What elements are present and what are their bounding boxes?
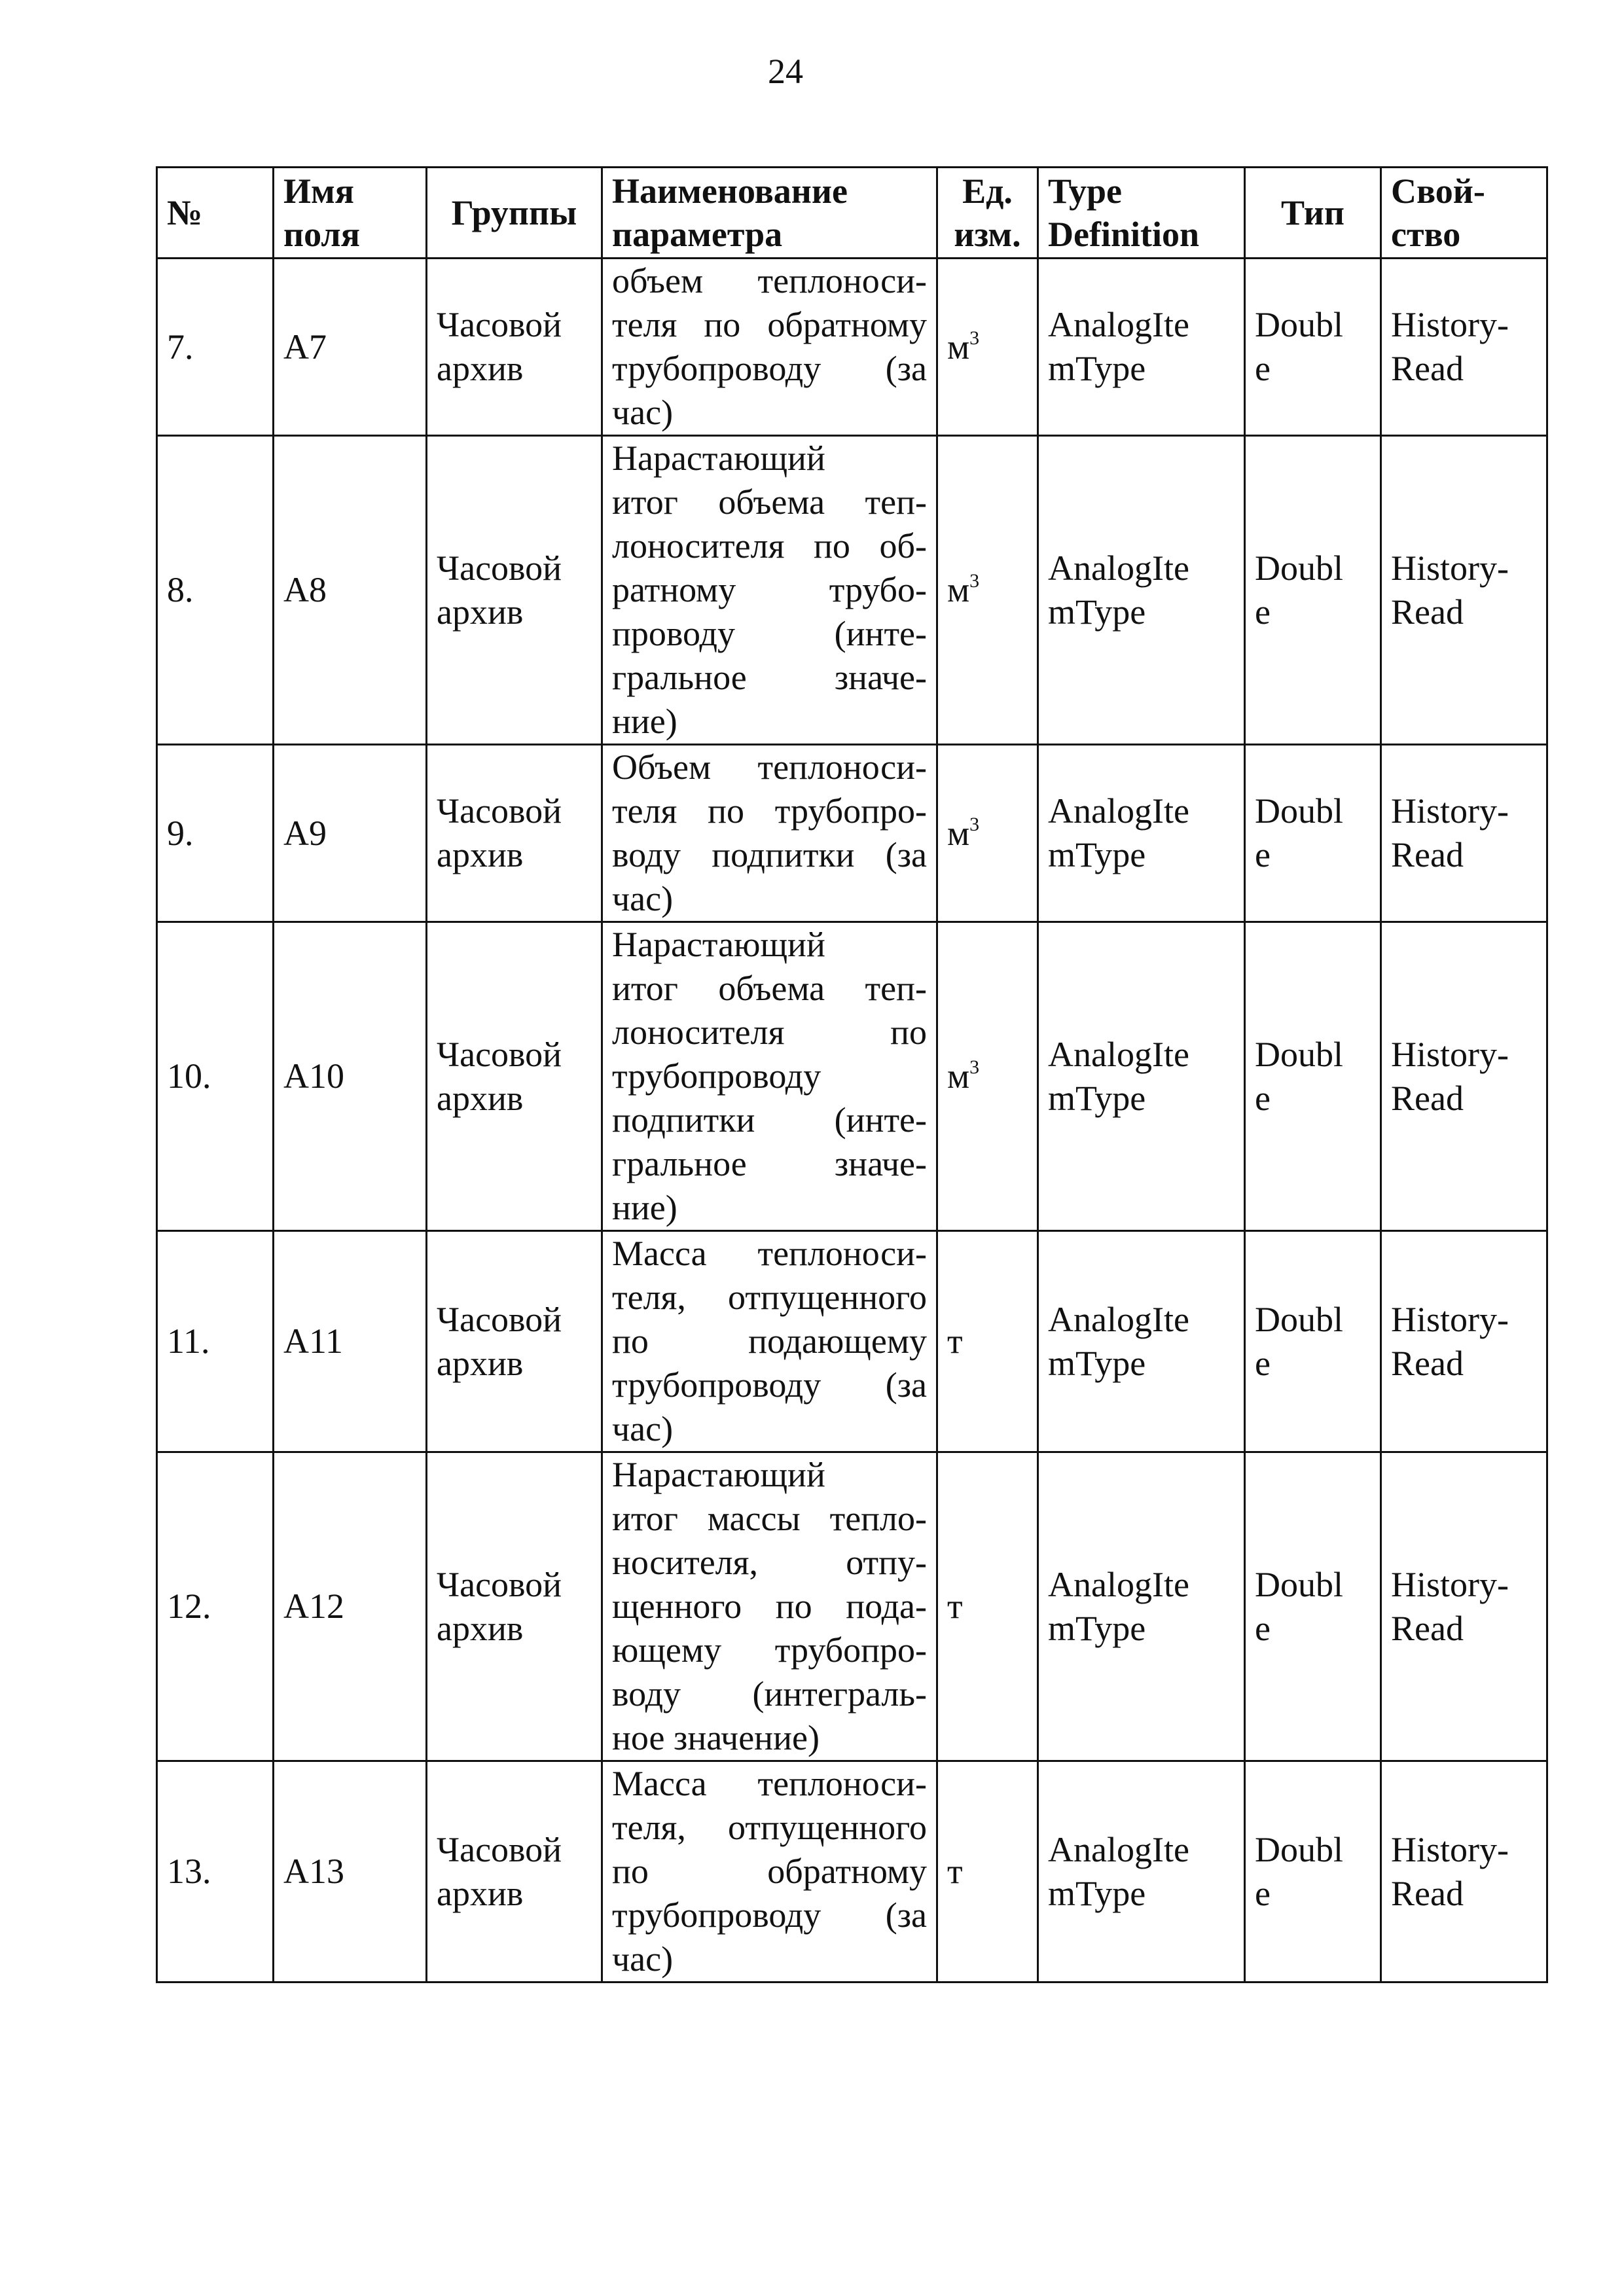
header-field-name: Имя поля [274, 168, 427, 259]
cell-num: 13. [157, 1761, 274, 1982]
unit-superscript: 3 [969, 813, 980, 835]
cell-num: 10. [157, 922, 274, 1231]
cell-type-definition: AnalogIte mType [1038, 1452, 1245, 1761]
cell-num: 12. [157, 1452, 274, 1761]
unit-superscript: 3 [969, 570, 980, 592]
cell-property: History- Read [1381, 922, 1547, 1231]
cell-field-name: A12 [274, 1452, 427, 1761]
table-row [157, 1231, 1547, 1452]
cell-param-name: Нарастающий итог объема теп- лоносителя по об- ратному трубо- проводу (инте- гральное значе- ние) [602, 436, 937, 745]
cell-type-definition: AnalogIte mType [1038, 745, 1245, 922]
cell-property: History- Read [1381, 1231, 1547, 1452]
cell-unit: т [937, 1231, 1038, 1452]
cell-type: Doubl e [1245, 436, 1381, 745]
cell-type: Doubl e [1245, 1231, 1381, 1452]
cell-group: Часовой архив [427, 922, 602, 1231]
table-row [157, 436, 1547, 745]
cell-type-definition: AnalogIte mType [1038, 1761, 1245, 1982]
cell-param-name: Масса теплоноси- теля, отпущенного по обратному трубопроводу (за час) [602, 1761, 937, 1982]
cell-num: 7. [157, 259, 274, 436]
cell-type: Doubl e [1245, 1761, 1381, 1982]
cell-field-name: A8 [274, 436, 427, 745]
cell-type: Doubl e [1245, 1452, 1381, 1761]
header-type-definition: Type Definition [1038, 168, 1245, 259]
cell-group: Часовой архив [427, 259, 602, 436]
cell-num: 8. [157, 436, 274, 745]
cell-type: Doubl e [1245, 922, 1381, 1231]
cell-type-definition: AnalogIte mType [1038, 1231, 1245, 1452]
cell-unit: т [937, 1761, 1038, 1982]
unit-superscript: 3 [969, 1056, 980, 1078]
unit-superscript: 3 [969, 327, 980, 349]
cell-field-name: A13 [274, 1761, 427, 1982]
table-row [157, 1761, 1547, 1982]
cell-type-definition: AnalogIte mType [1038, 436, 1245, 745]
table-row [157, 1452, 1547, 1761]
cell-group: Часовой архив [427, 745, 602, 922]
cell-unit: $м^3$ [937, 259, 1038, 436]
header-param-name: Наименование параметра [602, 168, 937, 259]
cell-param-name: Масса теплоноси- теля, отпущенного по подающему трубопроводу (за час) [602, 1231, 937, 1452]
cell-field-name: A11 [274, 1231, 427, 1452]
cell-field-name: A7 [274, 259, 427, 436]
cell-group: Часовой архив [427, 1231, 602, 1452]
cell-unit: $м^3$ [937, 436, 1038, 745]
header-property: Свой- ство [1381, 168, 1547, 259]
cell-num: 11. [157, 1231, 274, 1452]
header-groups: Группы [427, 168, 602, 259]
cell-param-name: Объем теплоноси- теля по трубопро- воду подпитки (за час) [602, 745, 937, 922]
header-unit: Ед. изм. [937, 168, 1038, 259]
cell-group: Часовой архив [427, 436, 602, 745]
cell-type-definition: AnalogIte mType [1038, 922, 1245, 1231]
table-row [157, 922, 1547, 1231]
cell-property: History- Read [1381, 259, 1547, 436]
parameters-table [156, 166, 1548, 1983]
cell-property: History- Read [1381, 1761, 1547, 1982]
table-row [157, 745, 1547, 922]
cell-field-name: A9 [274, 745, 427, 922]
header-num: № [157, 168, 274, 259]
cell-property: History- Read [1381, 436, 1547, 745]
cell-param-name: объем теплоноси- теля по обратному трубопроводу (за час) [602, 259, 937, 436]
cell-unit: т [937, 1452, 1038, 1761]
cell-unit: $м^3$ [937, 922, 1038, 1231]
cell-type-definition: AnalogIte mType [1038, 259, 1245, 436]
page-number: 24 [768, 52, 803, 91]
table-row [157, 259, 1547, 436]
cell-type: Doubl e [1245, 745, 1381, 922]
cell-field-name: A10 [274, 922, 427, 1231]
cell-property: History- Read [1381, 745, 1547, 922]
cell-param-name: Нарастающий итог объема теп- лоносителя по трубопроводу подпитки (инте- гральное значе- ние) [602, 922, 937, 1231]
table-header-row [157, 168, 1547, 259]
cell-param-name: Нарастающий итог массы тепло- носителя, отпу- щенного по пода- ющему трубопро- воду (интеграль- ное значение) [602, 1452, 937, 1761]
cell-num: 9. [157, 745, 274, 922]
cell-property: History- Read [1381, 1452, 1547, 1761]
cell-group: Часовой архив [427, 1452, 602, 1761]
cell-type: Doubl e [1245, 259, 1381, 436]
table-body [157, 259, 1547, 1982]
header-type: Тип [1245, 168, 1381, 259]
cell-unit: $м^3$ [937, 745, 1038, 922]
cell-group: Часовой архив [427, 1761, 602, 1982]
